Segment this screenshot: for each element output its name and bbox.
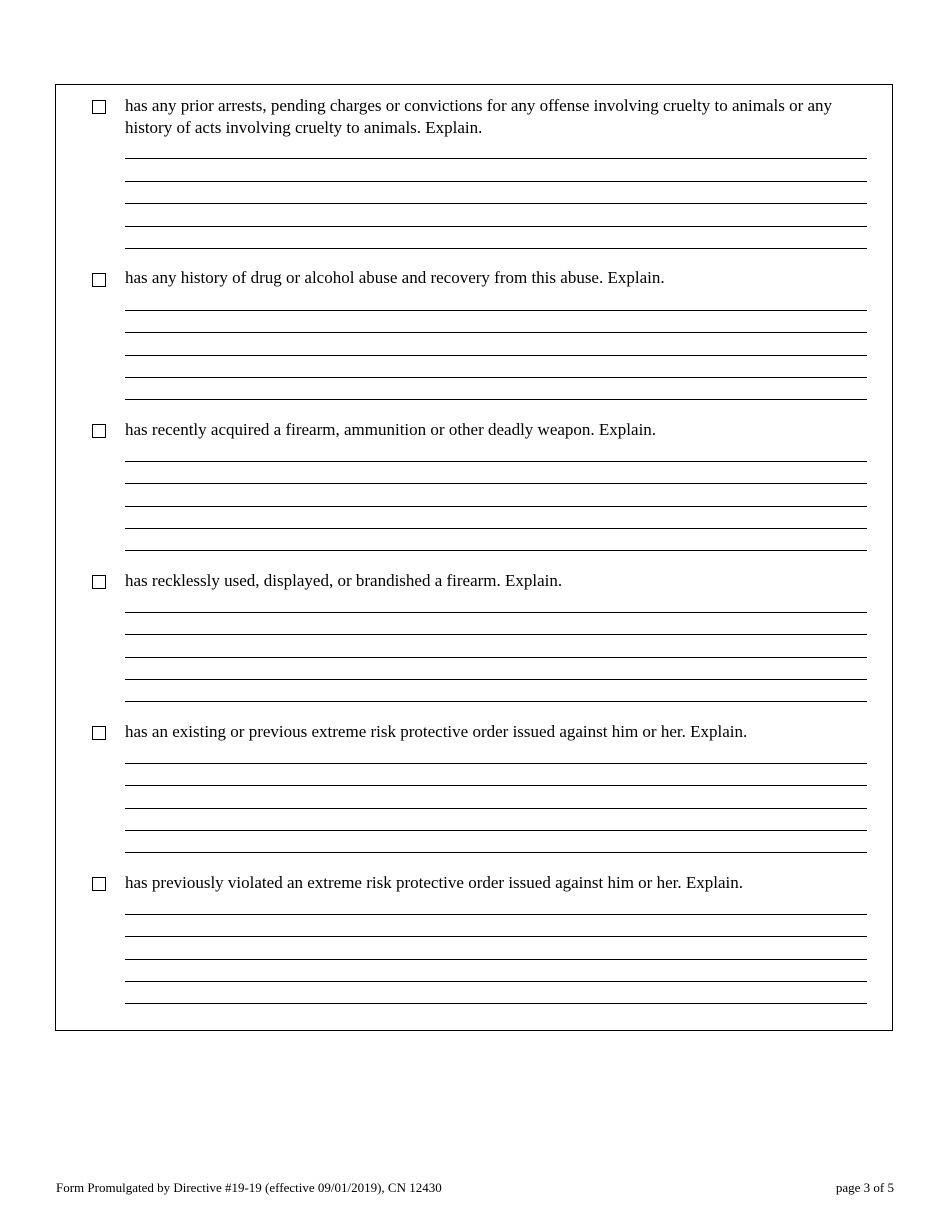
answer-line[interactable] xyxy=(125,399,867,400)
answer-line[interactable] xyxy=(125,808,867,809)
answer-line[interactable] xyxy=(125,679,867,680)
answer-line[interactable] xyxy=(125,226,867,227)
answer-line[interactable] xyxy=(125,612,867,613)
answer-line[interactable] xyxy=(125,550,867,551)
answer-line[interactable] xyxy=(125,355,867,356)
footer-page-number: page 3 of 5 xyxy=(835,1180,894,1195)
answer-line[interactable] xyxy=(125,763,867,764)
answer-line[interactable] xyxy=(125,377,867,378)
checkbox-existing-order[interactable] xyxy=(92,726,106,740)
answer-line[interactable] xyxy=(125,852,867,853)
item-text-drug-alcohol: has any history of drug or alcohol abuse and recovery from this abuse. Explain. xyxy=(125,268,665,287)
form-section xyxy=(55,84,893,1031)
answer-line[interactable] xyxy=(125,657,867,658)
answer-line[interactable] xyxy=(125,483,867,484)
answer-line[interactable] xyxy=(125,785,867,786)
footer-form-info: Form Promulgated by Directive #19-19 (effective 09/01/2019), CN 12430 xyxy=(56,1180,442,1195)
answer-line[interactable] xyxy=(125,461,867,462)
answer-line[interactable] xyxy=(125,936,867,937)
item-text-animal-cruelty: has any prior arrests, pending charges or convictions for any offense involving cruelty to animals or any history of acts involving cruelty to animals. Explain. xyxy=(125,96,833,137)
answer-line[interactable] xyxy=(125,830,867,831)
checkbox-animal-cruelty[interactable] xyxy=(92,100,106,114)
checkbox-violated-order[interactable] xyxy=(92,877,106,891)
item-text-firearm-acquired: has recently acquired a firearm, ammunition or other deadly weapon. Explain. xyxy=(125,420,657,439)
answer-line[interactable] xyxy=(125,506,867,507)
checkbox-firearm-acquired[interactable] xyxy=(92,424,106,438)
answer-line[interactable] xyxy=(125,310,867,311)
answer-line[interactable] xyxy=(125,914,867,915)
answer-line[interactable] xyxy=(125,528,867,529)
item-text-firearm-reckless: has recklessly used, displayed, or brandished a firearm. Explain. xyxy=(125,571,563,590)
answer-line[interactable] xyxy=(125,701,867,702)
checkbox-firearm-reckless[interactable] xyxy=(92,575,106,589)
checkbox-drug-alcohol[interactable] xyxy=(92,273,106,287)
answer-line[interactable] xyxy=(125,981,867,982)
item-text-violated-order: has previously violated an extreme risk protective order issued against him or her. Explain. xyxy=(125,873,743,892)
item-text-existing-order: has an existing or previous extreme risk protective order issued against him or her. Explain. xyxy=(125,722,748,741)
answer-line[interactable] xyxy=(125,634,867,635)
answer-line[interactable] xyxy=(125,158,867,159)
answer-line[interactable] xyxy=(125,332,867,333)
answer-line[interactable] xyxy=(125,181,867,182)
answer-line[interactable] xyxy=(125,1003,867,1004)
answer-line[interactable] xyxy=(125,248,867,249)
answer-line[interactable] xyxy=(125,959,867,960)
answer-line[interactable] xyxy=(125,203,867,204)
